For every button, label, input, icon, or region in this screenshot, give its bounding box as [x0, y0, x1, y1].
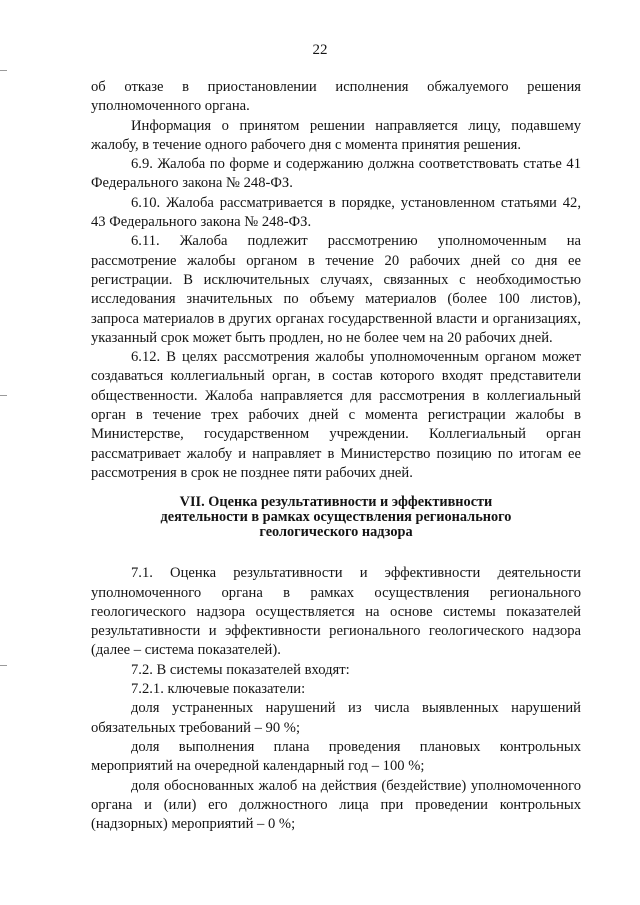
heading-line: VII. Оценка результативности и эффективности — [179, 494, 493, 511]
scan-edge-mark — [0, 665, 7, 666]
heading-line: геологического надзора — [259, 524, 413, 541]
scan-edge-mark — [0, 70, 7, 71]
scan-edge-mark — [0, 395, 7, 396]
paragraph: об отказе в приостановлении исполнения обжалуемого решения уполномоченного органа. — [91, 79, 581, 115]
document-body — [91, 78, 581, 834]
paragraph: 7.2. В системы показателей входят: — [131, 661, 350, 678]
heading-line: деятельности в рамках осуществления регионального — [160, 509, 512, 526]
section-heading — [91, 495, 581, 540]
paragraph: 6.11. Жалоба подлежит рассмотрению уполномоченным на рассмотрение жалобы органом в течение 20 рабочих дней со дня ее регистрации. В исключительных случаях, связанных с необходимостью исследования значительных по объему материалов (более 100 листов), запроса материалов в других органах государственной власти и организациях, указанный срок может быть продлен, но не более чем на 20 рабочих дней. — [91, 233, 581, 346]
paragraphs-bottom — [91, 564, 581, 834]
paragraph: 6.9. Жалоба по форме и содержанию должна соответствовать статье 41 Федерального закона № 248-ФЗ. — [91, 156, 581, 192]
paragraph: 6.10. Жалоба рассматривается в порядке, установленном статьями 42, 43 Федерального закона № 248-ФЗ. — [91, 194, 581, 231]
paragraph: Информация о принятом решении направляется лицу, подавшему жалобу, в течение одного рабочего дня с момента принятия решения. — [91, 117, 581, 153]
paragraph: доля обоснованных жалоб на действия (бездействие) уполномоченного органа и (или) его должностного лица при проведении контрольных (надзорных) мероприятий – 0 %; — [91, 777, 581, 833]
paragraph: доля устраненных нарушений из числа выявленных нарушений обязательных требований – 90 %; — [91, 700, 581, 736]
paragraph: 7.1. Оценка результативности и эффективности деятельности уполномоченного органа в рамках осуществления регионального геологического надзора осуществляется на основе системы показателей результативности и эффективности регионального геологического надзора (далее – система показателей). — [91, 565, 581, 659]
paragraph: 7.2.1. ключевые показатели: — [131, 681, 306, 698]
paragraphs-top — [91, 78, 581, 483]
paragraph: 6.12. В целях рассмотрения жалобы уполномоченным органом может создаваться коллегиальный орган, в состав которого входят представители общественности. Жалоба направляется для рассмотрения в коллегиальный орган в течение трех рабочих дней с момента регистрации жалобы в Министерстве, государственном учреждении. Коллегиальный орган рассматривает жалобу и направляет в Министерство позицию по итогам ее рассмотрения в срок не позднее пяти рабочих дней. — [91, 349, 581, 481]
page-number: 22 — [312, 42, 328, 58]
paragraph: доля выполнения плана проведения плановых контрольных мероприятий на очередной календарный год – 100 %; — [91, 738, 581, 775]
